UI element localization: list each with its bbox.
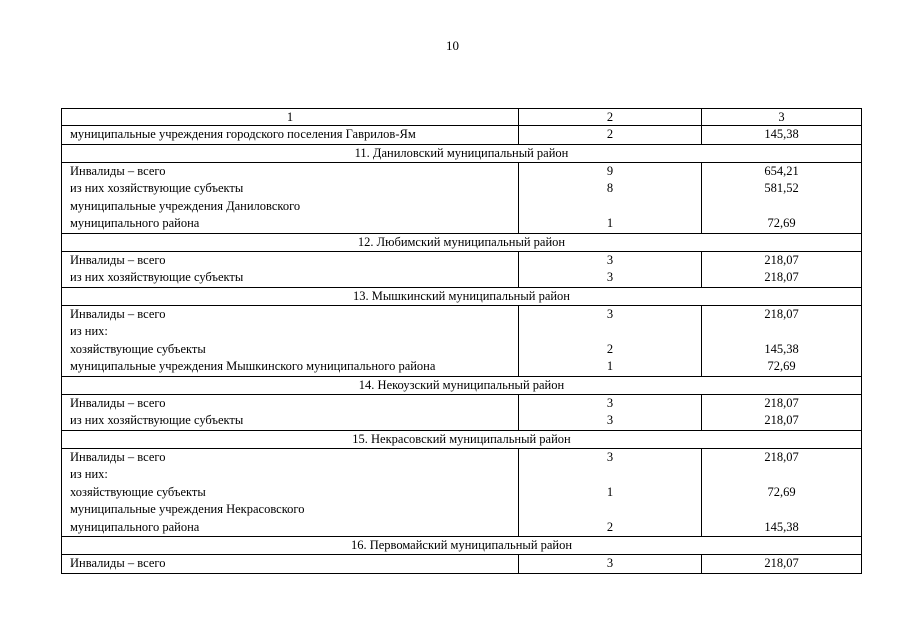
row-amount: 72,69: [767, 484, 796, 499]
row-count: 3: [606, 395, 614, 410]
section-title: 16. Первомайский муниципальный район: [62, 537, 862, 555]
row-count-cell: [519, 305, 702, 376]
row-label-cell: [62, 162, 519, 233]
section-title: 15. Некрасовский муниципальный район: [62, 430, 862, 448]
data-row: [62, 162, 862, 233]
row-count: 2: [606, 341, 614, 356]
row-label: муниципальные учреждения Даниловского: [70, 198, 301, 213]
row-count: [527, 198, 693, 216]
row-amount: [710, 198, 853, 216]
row-amount: [710, 323, 853, 341]
row-label-cell: [62, 394, 519, 430]
row-count: 2: [606, 127, 614, 141]
row-label: Инвалиды – всего: [70, 556, 166, 570]
row-label: из них:: [70, 467, 108, 481]
row-count: 2: [606, 519, 614, 534]
data-row: [62, 126, 862, 145]
row-count: 9: [606, 163, 614, 178]
row-label: муниципального района: [70, 216, 200, 230]
data-row: [62, 251, 862, 287]
row-count-cell: [519, 162, 702, 233]
section-header-row: [62, 430, 862, 448]
row-label: из них хозяйствующие субъекты: [70, 181, 244, 195]
header-col-2: 2: [519, 109, 702, 126]
section-title: 12. Любимский муниципальный район: [62, 233, 862, 251]
table-header-row: [62, 109, 862, 126]
row-count: [527, 466, 693, 484]
row-amount-cell: [702, 394, 862, 430]
row-count: 1: [606, 359, 614, 373]
row-count-cell: [519, 394, 702, 430]
row-amount: 145,38: [764, 127, 799, 141]
row-amount-cell: [702, 448, 862, 537]
row-amount: 218,07: [764, 395, 799, 410]
row-count-cell: [519, 555, 702, 574]
row-label-cell: [62, 251, 519, 287]
section-title: 13. Мышкинский муниципальный район: [62, 287, 862, 305]
section-header-row: [62, 376, 862, 394]
row-count: 3: [606, 449, 614, 464]
row-label: муниципальные учреждения Некрасовского: [70, 502, 305, 516]
row-label: из них хозяйствующие субъекты: [70, 413, 244, 427]
page-number: 10: [446, 38, 459, 53]
row-amount: [710, 466, 853, 484]
section-header-row: [62, 287, 862, 305]
row-amount: 218,07: [764, 306, 799, 321]
section-header-row: [62, 537, 862, 555]
row-amount-cell: [702, 555, 862, 574]
row-count: 3: [606, 306, 614, 321]
row-amount: 654,21: [764, 163, 799, 178]
section-header-row: [62, 233, 862, 251]
row-amount-cell: [702, 251, 862, 287]
data-row: [62, 394, 862, 430]
row-amount-cell: [702, 162, 862, 233]
row-amount: 218,07: [764, 449, 799, 464]
row-amount: 581,52: [764, 181, 799, 195]
row-count: [527, 501, 693, 519]
table-body: [62, 109, 862, 574]
row-amount: 218,07: [764, 252, 799, 267]
row-amount: 218,07: [764, 556, 799, 570]
row-label-cell: [62, 305, 519, 376]
row-label: Инвалиды – всего: [70, 252, 166, 267]
row-count: 8: [606, 181, 614, 195]
row-count-cell: [519, 126, 702, 145]
row-count: 3: [606, 556, 614, 570]
row-count: 3: [606, 413, 614, 427]
row-count: 1: [606, 216, 614, 230]
row-amount: 145,38: [764, 519, 799, 534]
row-amount: 72,69: [767, 359, 796, 373]
row-count: 3: [606, 252, 614, 267]
row-amount-cell: [702, 126, 862, 145]
section-title: 14. Некоузский муниципальный район: [62, 376, 862, 394]
header-col-1: 1: [62, 109, 519, 126]
row-label: Инвалиды – всего: [70, 449, 166, 464]
row-amount-cell: [702, 305, 862, 376]
header-col-3: 3: [702, 109, 862, 126]
row-amount: 218,07: [764, 413, 799, 427]
row-label: из них хозяйствующие субъекты: [70, 270, 244, 284]
row-label: муниципального района: [70, 519, 200, 534]
section-header-row: [62, 144, 862, 162]
data-row: [62, 555, 862, 574]
row-label: хозяйствующие субъекты: [70, 341, 206, 356]
row-count: 3: [606, 270, 614, 284]
row-label: из них:: [70, 324, 108, 338]
allocation-table: [61, 108, 862, 574]
row-amount: 72,69: [767, 216, 796, 230]
data-row: [62, 448, 862, 537]
row-amount: [710, 501, 853, 519]
row-label: Инвалиды – всего: [70, 395, 166, 410]
row-count-cell: [519, 448, 702, 537]
row-label-cell: [62, 555, 519, 574]
row-count: [527, 323, 693, 341]
section-title: 11. Даниловский муниципальный район: [62, 144, 862, 162]
data-row: [62, 305, 862, 376]
row-label: Инвалиды – всего: [70, 163, 166, 178]
row-amount: 218,07: [764, 270, 799, 284]
row-label-cell: [62, 448, 519, 537]
row-label: муниципальные учреждения городского поселения Гаврилов-Ям: [70, 127, 416, 141]
row-label: хозяйствующие субъекты: [70, 484, 206, 499]
row-label-cell: [62, 126, 519, 145]
row-count: 1: [606, 484, 614, 499]
row-label: муниципальные учреждения Мышкинского муниципального района: [70, 359, 436, 373]
row-count-cell: [519, 251, 702, 287]
row-amount: 145,38: [764, 341, 799, 356]
row-label: Инвалиды – всего: [70, 306, 166, 321]
